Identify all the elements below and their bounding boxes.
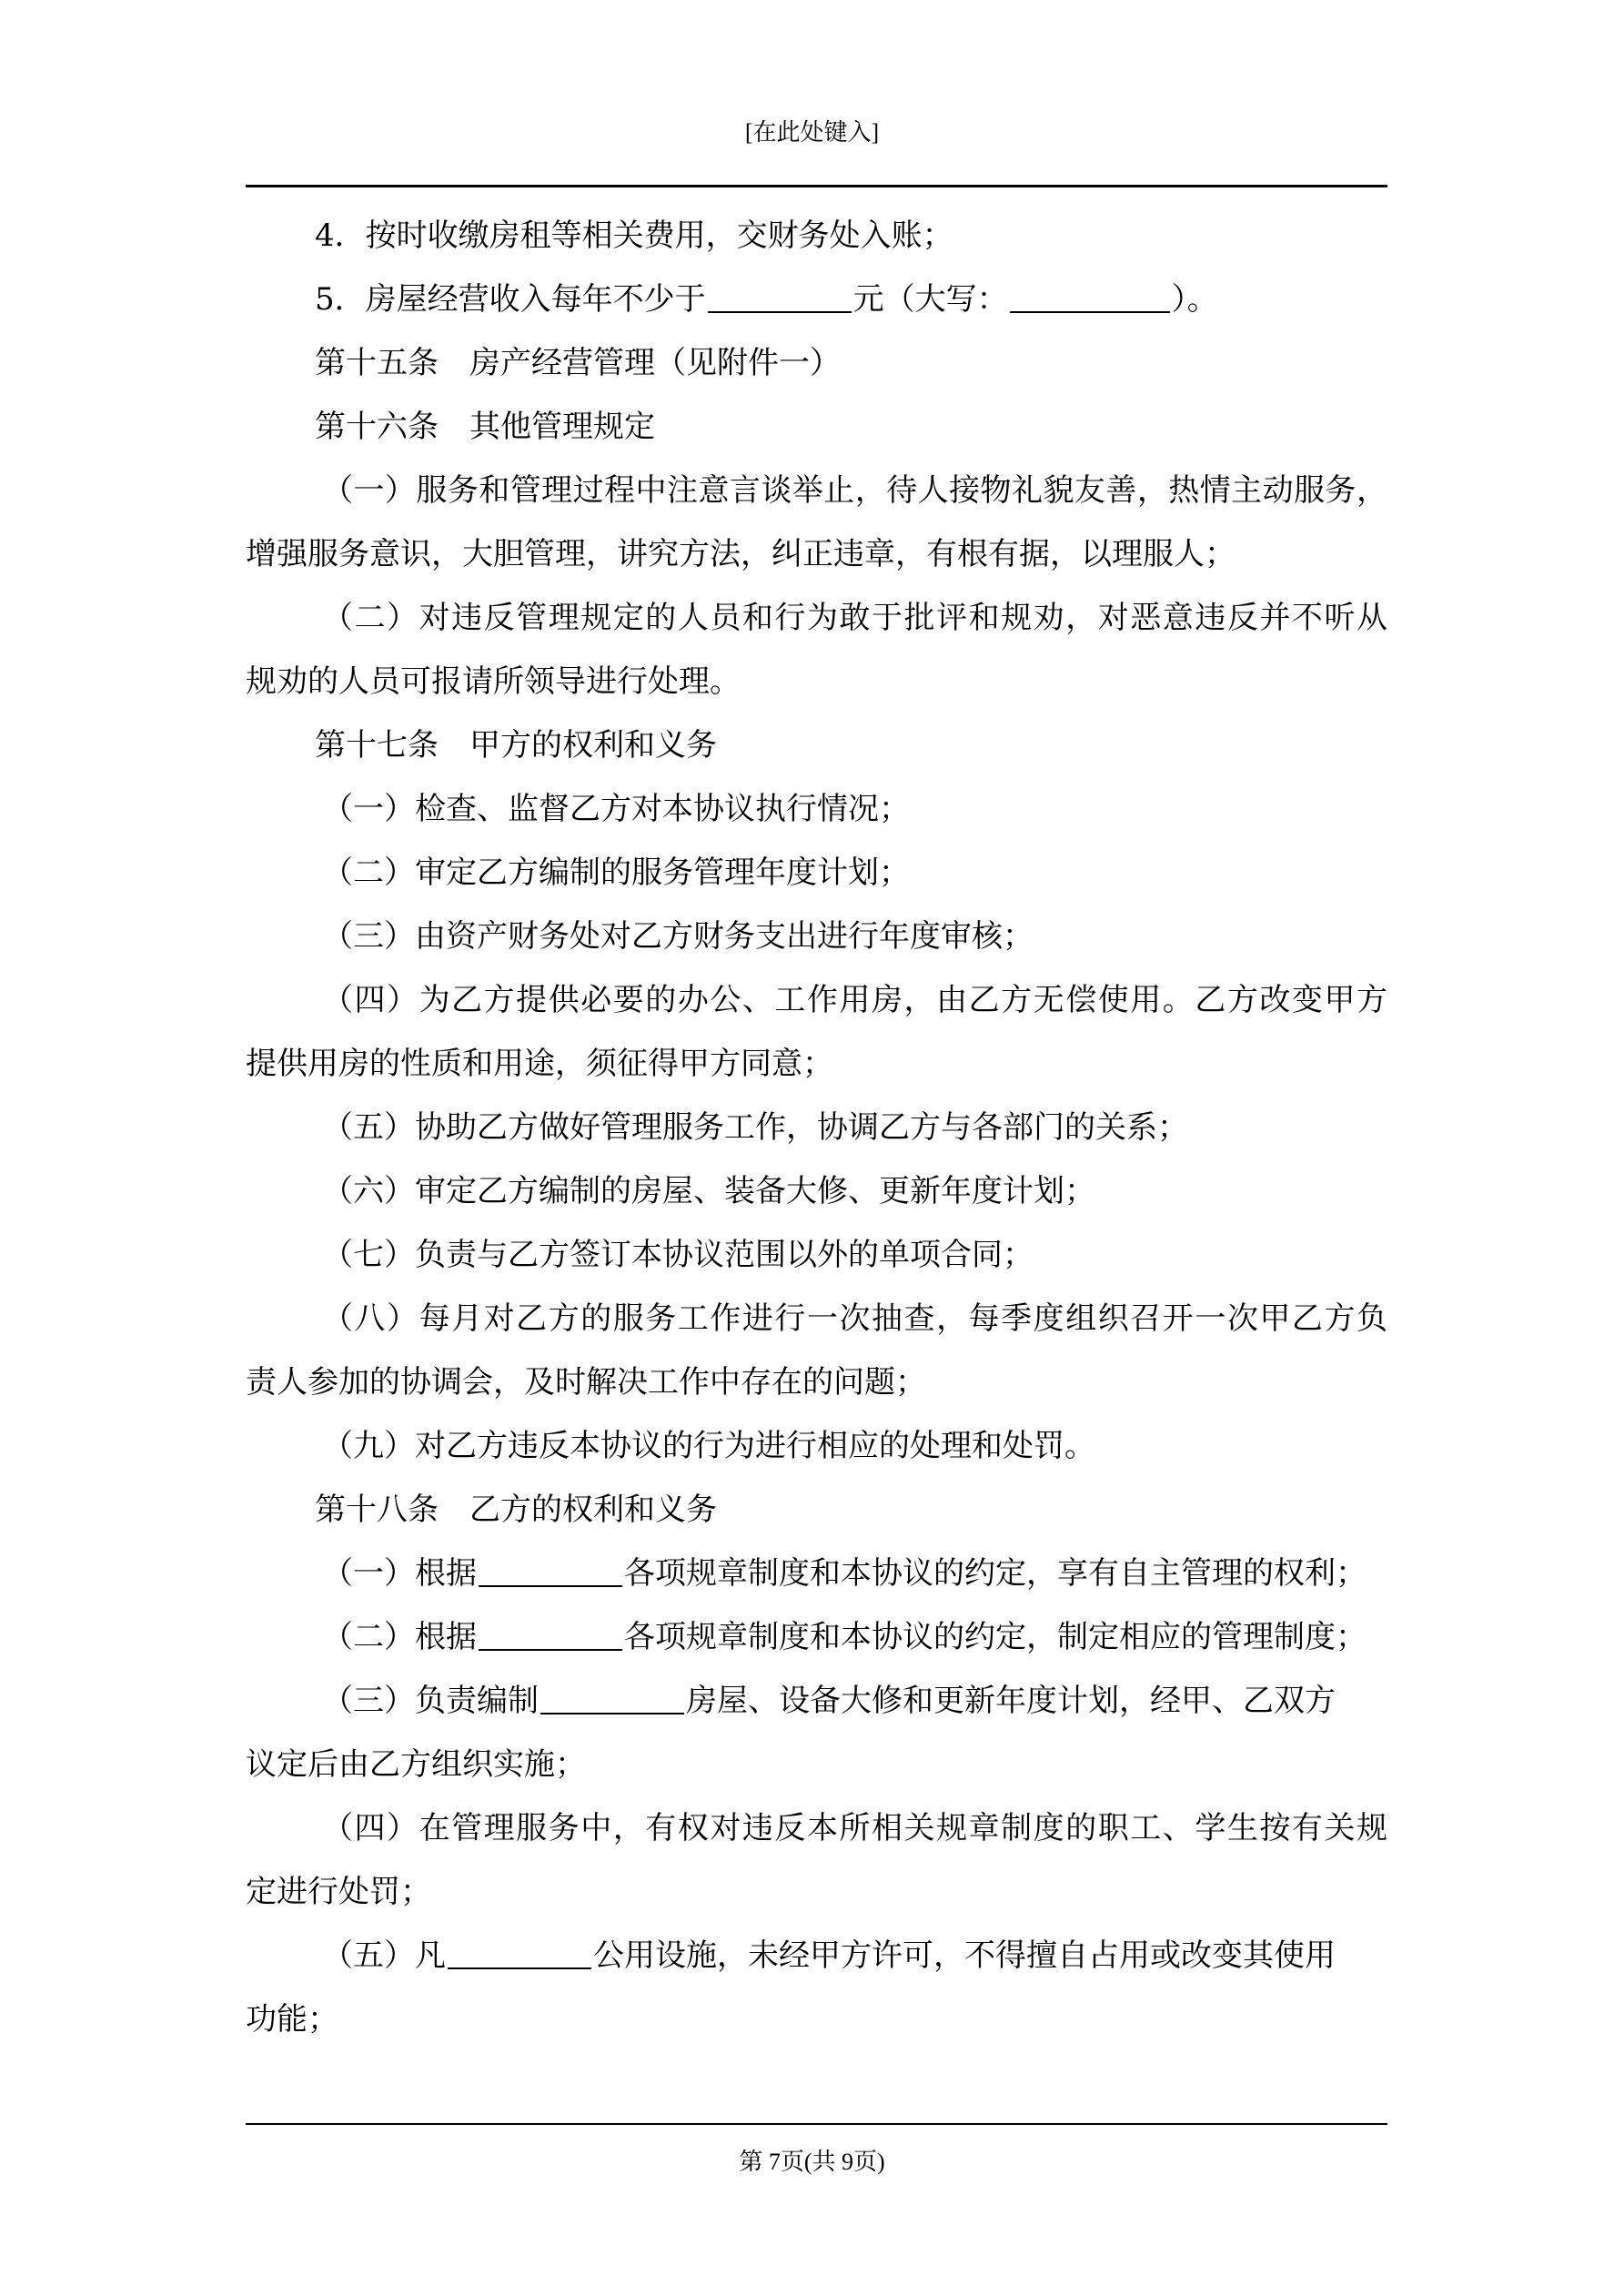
text-line: 定进行处罚； — [246, 1874, 431, 1910]
text-line-with-blanks — [246, 268, 1387, 331]
text-line: （四）在管理服务中，有权对违反本所相关规章制度的职工、学生按有关规 — [322, 1810, 1387, 1846]
text-line: （五）协助乙方做好管理服务工作，协调乙方与各部门的关系； — [322, 1109, 1188, 1146]
text-segment: （二）根据 — [322, 1619, 477, 1655]
page-footer: 第 7页(共 9页) — [739, 2149, 885, 2175]
fill-in-blank[interactable] — [448, 1937, 591, 1969]
text-line: 提供用房的性质和用途，须征得甲方同意； — [246, 1046, 833, 1082]
text-line-with-blank — [246, 1542, 1387, 1605]
text-line: 规劝的人员可报请所领导进行处理。 — [246, 663, 741, 700]
fill-in-blank[interactable] — [1010, 280, 1170, 313]
text-line-with-blank — [246, 1669, 1387, 1733]
fill-in-blank[interactable] — [708, 280, 852, 313]
text-line: （六）审定乙方编制的房屋、装备大修、更新年度计划； — [322, 1173, 1095, 1209]
text-segment: 5．房屋经营收入每年不少于 — [315, 281, 706, 318]
document-body — [246, 204, 1387, 2051]
text-segment: 各项规章制度和本协议的约定，享有自主管理的权利； — [624, 1555, 1367, 1592]
text-line: （四）为乙方提供必要的办公、工作用房，由乙方无偿使用。乙方改变甲方 — [322, 982, 1387, 1018]
text-segment: （五）凡 — [322, 1937, 446, 1974]
text-line: 4．按时收缴房租等相关费用，交财务处入账； — [315, 217, 953, 254]
fill-in-blank[interactable] — [479, 1554, 622, 1587]
text-line: （七）负责与乙方签订本协议范围以外的单项合同； — [322, 1237, 1034, 1273]
text-segment: 各项规章制度和本协议的约定，制定相应的管理制度； — [624, 1619, 1367, 1655]
text-line: 增强服务意识，大胆管理，讲究方法，纠正违章，有根有据，以理服人； — [246, 536, 1236, 572]
fill-in-blank[interactable] — [540, 1682, 684, 1714]
fill-in-blank[interactable] — [479, 1618, 622, 1651]
text-line-with-blank — [246, 1924, 1387, 1988]
text-segment: ）。 — [1171, 281, 1218, 318]
text-line-with-blank — [246, 1605, 1387, 1669]
text-line: （二）对违反管理规定的人员和行为敢于批评和规劝，对恶意违反并不听从 — [322, 600, 1387, 636]
text-line: （二）审定乙方编制的服务管理年度计划； — [322, 855, 910, 891]
text-segment: （一）根据 — [322, 1555, 477, 1592]
page-header: [在此处键入] — [744, 119, 880, 146]
text-segment: 公用设施，未经甲方许可，不得擅自占用或改变其使用 — [593, 1937, 1336, 1974]
text-segment: 元（大写： — [852, 281, 1008, 318]
footer-rule — [246, 2123, 1387, 2125]
text-segment: 房屋、设备大修和更新年度计划，经甲、乙双方 — [686, 1683, 1336, 1719]
text-line: 议定后由乙方组织实施； — [246, 1746, 586, 1783]
header-rule — [246, 185, 1387, 187]
article-heading: 第十七条 甲方的权利和义务 — [315, 727, 717, 764]
text-segment: （三）负责编制 — [322, 1683, 539, 1719]
article-heading: 第十六条 其他管理规定 — [315, 409, 655, 445]
article-heading: 第十八条 乙方的权利和义务 — [315, 1492, 717, 1528]
text-line: （一）检查、监督乙方对本协议执行情况； — [322, 791, 910, 827]
article-heading: 第十五条 房产经营管理（见附件一） — [315, 345, 841, 381]
text-line: （三）由资产财务处对乙方财务支出进行年度审核； — [322, 918, 1034, 955]
text-line: 功能； — [246, 2001, 338, 2038]
text-line: （九）对乙方违反本协议的行为进行相应的处理和处罚。 — [322, 1428, 1095, 1464]
text-line: （八）每月对乙方的服务工作进行一次抽查，每季度组织召开一次甲乙方负 — [322, 1300, 1387, 1337]
text-line: （一）服务和管理过程中注意言谈举止，待人接物礼貌友善，热情主动服务， — [322, 472, 1387, 509]
text-line: 责人参加的协调会，及时解决工作中存在的问题； — [246, 1364, 926, 1401]
